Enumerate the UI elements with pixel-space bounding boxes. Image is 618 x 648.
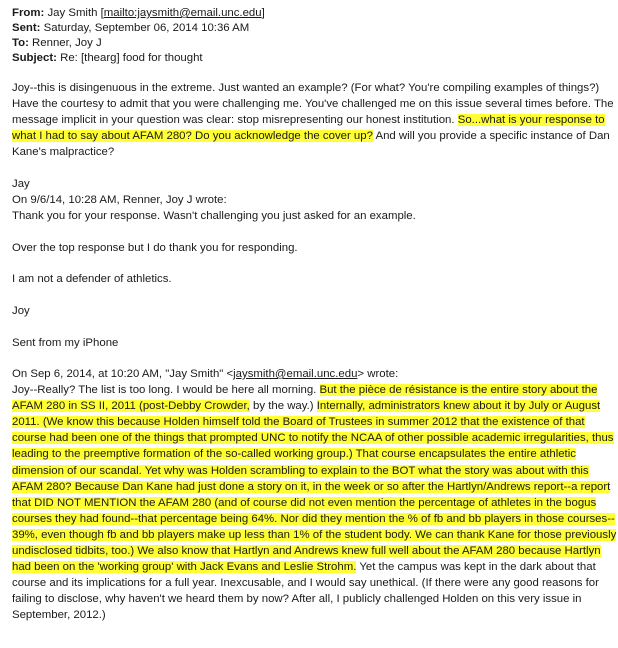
quoted-message (12, 366, 617, 624)
highlighted-text: 2011. (We know this because Holden himself told the Board of Trustees in summer 2012 that the existence of that (12, 416, 585, 429)
highlighted-text: That course encapsulates the entire athletic (352, 448, 576, 461)
text-segment: > wrote: (357, 368, 399, 380)
to-label: To: (12, 37, 29, 49)
from-mailto-link[interactable]: mailto:jaysmith@email.unc.edu (103, 7, 262, 19)
sent-row (12, 21, 612, 36)
quoted-line: Over the top response but I do thank you for responding. (12, 242, 298, 254)
highlighted-text: courses they had found--that percentage being 64%. Nor did they mention the % of fb and bb players in those courses-- (12, 512, 615, 525)
text-line (12, 414, 612, 430)
quote-attribution: On 9/6/14, 10:28 AM, Renner, Joy J wrote: (12, 194, 227, 206)
text-segment: On Sep 6, 2014, at 10:20 AM, "Jay Smith" < (12, 368, 234, 380)
text-line: failing to disclose, why haven't we heard them by now? After all, I publicly challenged Holden on this very issue in (12, 593, 582, 606)
text-segment: by the way.) (249, 400, 317, 413)
text-line (12, 382, 612, 398)
highlighted-text: that DID NOT MENTION the AFAM 280 (and of course did not even mention the percentage of athletes in the bogus (12, 496, 597, 509)
text-line (12, 446, 612, 462)
sent-value: Saturday, September 06, 2014 10:36 AM (43, 22, 250, 34)
to-value: Renner, Joy J (32, 37, 102, 49)
highlighted-text: AFAM 280 in SS II, 2011 (post-Debby Crowder, (12, 400, 250, 413)
text-line (12, 559, 612, 575)
subject-row (12, 51, 612, 66)
text-segment: Joy--Really? The list is too long. I would be here all morning. (12, 384, 320, 397)
quoted-line: I am not a defender of athletics. (12, 273, 172, 285)
highlighted-text: Internally, administrators knew about it by July or August (316, 400, 601, 413)
highlighted-text: Because Dan Kane had just done a story on it, in the week or so after the Hartlyn/Andrews report--a report (71, 480, 611, 493)
from-label: From: (12, 7, 45, 19)
highlighted-text: But the pièce de résistance is the entire story about the (319, 384, 598, 397)
sent-from-line: Sent from my iPhone (12, 337, 119, 349)
subject-value: Re: [thearg] food for thought (60, 52, 203, 64)
highlighted-text: had been on the 'working group' with Jack Evans and Leslie Strohm. (12, 561, 357, 574)
text-line (12, 495, 612, 511)
text-line (12, 511, 615, 527)
text-line: Kane's malpractice? (12, 146, 115, 159)
email-header (12, 6, 612, 66)
text-line: September, 2012.) (12, 609, 106, 622)
text-line (12, 398, 612, 414)
highlighted-text: undisclosed tidbits, too.) We also know that Hartlyn and Andrews knew full well about the AFAM 280 because Hartlyn (12, 545, 601, 558)
text-line (12, 463, 612, 479)
quote-attribution (12, 366, 612, 382)
subject-label: Subject: (12, 52, 57, 64)
text-segment: Yet the campus was kept in the dark about that (356, 561, 596, 574)
signature-jay: Jay (12, 178, 30, 190)
text-line (12, 112, 612, 128)
text-line (12, 479, 612, 495)
to-row (12, 36, 612, 51)
highlighted-text: AFAM 280? (12, 480, 72, 493)
from-name: Jay Smith [ (47, 7, 104, 19)
text-line (12, 128, 612, 144)
highlighted-text: So...what is your response to (457, 114, 605, 127)
text-line (12, 543, 612, 559)
from-bracket: ] (261, 7, 265, 19)
highlighted-text: course had been one of the things that prompted UNC to notify the NCAA of other possible academic irregularities, thus (12, 432, 614, 445)
sent-label: Sent: (12, 22, 41, 34)
text-line (12, 430, 612, 446)
text-line: Have the courtesy to admit that you were challenging me. You've challenged me on this issue several times before. The (12, 98, 614, 111)
highlighted-text: what I had to say about AFAM 280? Do you acknowledge the cover up? (12, 130, 373, 143)
text-segment: message implicit in your question was clear: stop misrepresenting our honest institution. (12, 114, 458, 127)
quoted-line: Thank you for your response. Wasn't challenging you just asked for an example. (12, 210, 416, 222)
highlighted-text: leading to the preemptive formation of the so-called working group.) (12, 448, 353, 461)
text-line (12, 527, 617, 543)
text-line: course and its implications for a full year. Inexcusable, and I would say unethical. (If there were any good reasons for (12, 577, 599, 590)
from-row (12, 6, 612, 21)
text-segment: And will you provide a specific instance of Dan (372, 130, 610, 143)
highlighted-text: 39%, even though fb and bb players make up less than 1% of the student body. We can thank Kane for those previously (12, 528, 617, 541)
email-link[interactable]: jaysmith@email.unc.edu (233, 368, 358, 380)
highlighted-text: dimension of our scandal. Yet why was Holden scrambling to explain to the BOT what the story was about with this (12, 464, 589, 477)
signature-joy: Joy (12, 305, 30, 317)
text-line: Joy--this is disingenuous in the extreme. Just wanted an example? (For what? You're compiling examples of things?) (12, 82, 600, 94)
reply-paragraph (12, 80, 612, 160)
